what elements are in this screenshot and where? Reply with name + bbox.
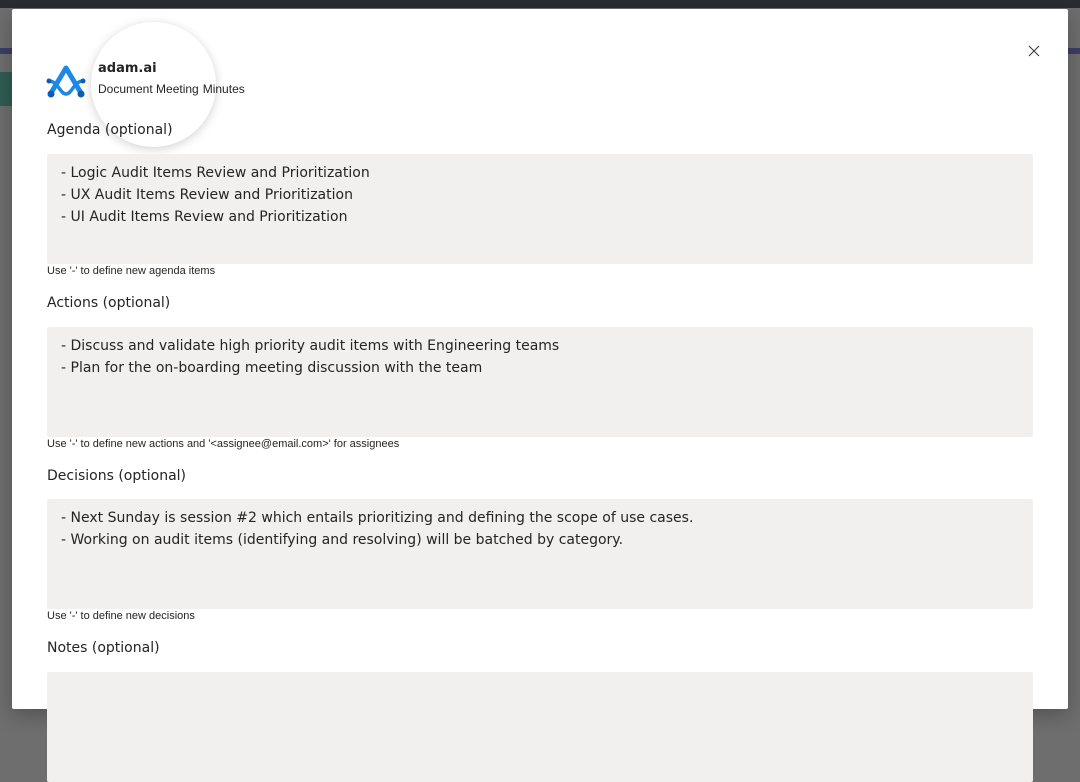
actions-hint: Use '-' to define new actions and '<assignee@email.com>' for assignees [47, 438, 400, 450]
close-button[interactable] [1024, 41, 1044, 61]
app-name: adam.ai [98, 61, 157, 76]
notes-textarea[interactable] [47, 672, 1033, 782]
notes-label: Notes (optional) [47, 640, 160, 656]
agenda-textarea[interactable]: - Logic Audit Items Review and Prioritization - UX Audit Items Review and Prioritization - UI Audit Items Review and Prioritization [47, 154, 1033, 264]
app-subtitle-main: Document Meeting [98, 82, 199, 96]
actions-textarea[interactable]: - Discuss and validate high priority audit items with Engineering teams - Plan for the on-boarding meeting discussion with the team [47, 327, 1033, 437]
background-strip-left [0, 48, 12, 54]
app-subtitle-tail: Minutes [202, 82, 245, 96]
decisions-textarea[interactable]: - Next Sunday is session #2 which entails prioritizing and defining the scope of use cases. - Working on audit items (identifying and resolving) will be batched by category. [47, 499, 1033, 609]
background-green-tab [0, 72, 12, 106]
decisions-label: Decisions (optional) [47, 468, 187, 484]
adam-ai-logo-icon [46, 64, 86, 100]
close-icon [1028, 45, 1040, 57]
agenda-hint: Use '-' to define new agenda items [47, 265, 216, 277]
actions-label: Actions (optional) [47, 295, 171, 311]
background-strip-right [1068, 48, 1080, 54]
background-top-bar [0, 0, 1080, 8]
meeting-minutes-dialog [12, 9, 1068, 709]
decisions-hint: Use '-' to define new decisions [47, 610, 195, 622]
agenda-label: Agenda (optional) [47, 122, 173, 138]
app-subtitle [98, 82, 245, 96]
